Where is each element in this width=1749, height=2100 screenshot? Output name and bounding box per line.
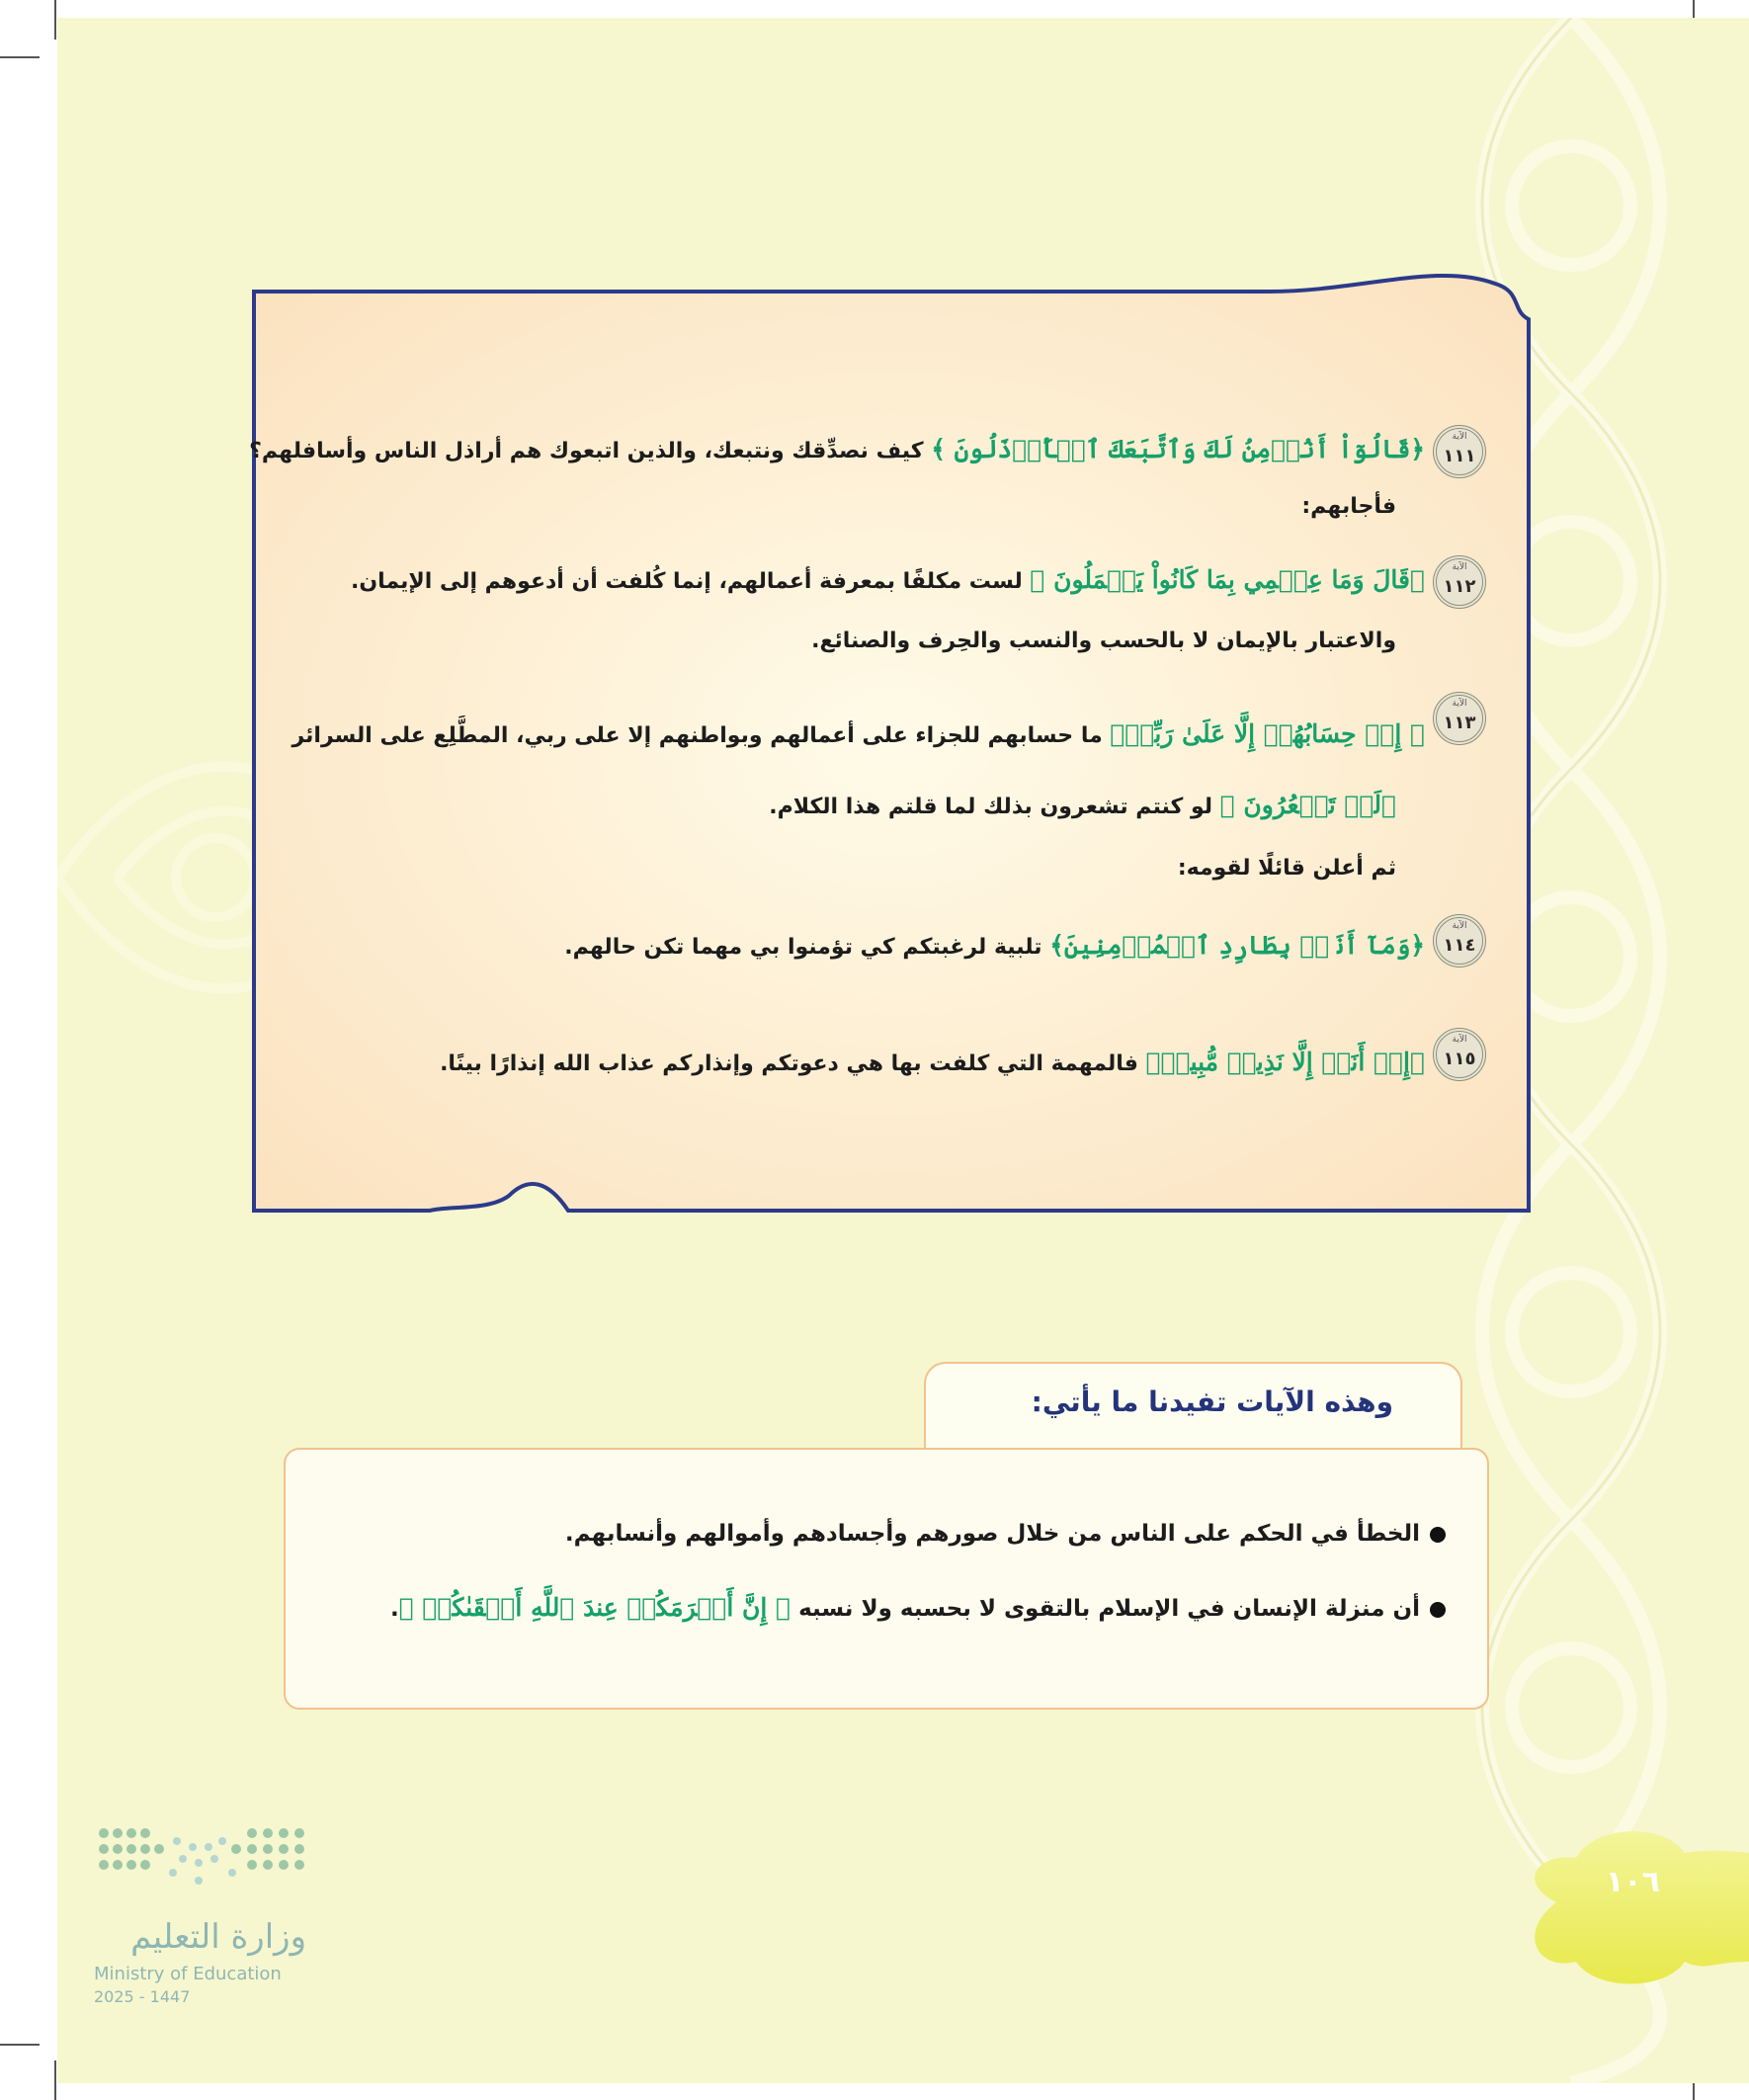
verse-badge-label: الآية xyxy=(1452,921,1467,931)
verse-number: ١١٢ xyxy=(1443,575,1476,597)
crop-mark xyxy=(54,2060,56,2100)
crop-mark xyxy=(0,56,40,58)
verse-number-badge xyxy=(1433,425,1486,478)
ministry-name-arabic: وزارة التعليم xyxy=(130,1917,306,1957)
verse-number: ١١٣ xyxy=(1443,712,1476,733)
crop-mark xyxy=(54,0,56,40)
ayah-text: ﴿ إِنَّ أَكۡرَمَكُمۡ عِندَ ٱللَّهِ أَتۡقَىٰكُمۡ ﴾ xyxy=(398,1593,791,1622)
verse-number: ١١٤ xyxy=(1443,934,1476,956)
transition-text: والاعتبار بالإيمان لا بالحسب والنسب والحِرف والصنائع. xyxy=(811,629,1396,653)
verse-explanation: لست مكلفًا بمعرفة أعمالهم، إنما كُلفت أن أدعوهم إلى الإيمان. xyxy=(350,569,1023,594)
benefit-text: أن منزلة الإنسان في الإسلام بالتقوى لا بحسبه ولا نسبه xyxy=(798,1596,1420,1622)
benefit-end: . xyxy=(389,1596,399,1622)
page-number: ١٠٦ xyxy=(1606,1865,1660,1899)
ayah-text: ﴿قَالَ وَمَا عِلۡمِي بِمَا كَانُواْ يَعۡمَلُونَ ﴾ xyxy=(1030,565,1425,594)
ayah-text: ﴿لَوۡ تَشۡعُرُونَ ﴾ xyxy=(1219,791,1396,819)
crop-mark xyxy=(0,2044,40,2046)
ministry-name-english: Ministry of Education xyxy=(94,1964,282,1984)
verse-explanation: فالمهمة التي كلفت بها هي دعوتكم وإنذاركم عذاب الله إنذارًا بينًا. xyxy=(440,1051,1138,1076)
verse-explanation: تلبية لرغبتكم كي تؤمنوا بي مهما تكن حالهم. xyxy=(564,935,1042,960)
verse-line xyxy=(564,931,1425,960)
transition-text: ثم أعلن قائلًا لقومه: xyxy=(1177,856,1396,881)
transition-text: فأجابهم: xyxy=(1301,494,1396,519)
verse-number-badge xyxy=(1433,692,1486,745)
ayah-text: ﴿وَمَآ أَنَا۠ بِطَارِدِ ٱلۡمُؤۡمِنِينَ﴾ xyxy=(1049,931,1425,960)
benefit-text: الخطأ في الحكم على الناس من خلال صورهم وأجسادهم وأموالهم وأنسابهم. xyxy=(564,1521,1420,1547)
verse-badge-label: الآية xyxy=(1452,432,1467,442)
page-number-badge xyxy=(1517,1813,1749,1991)
bullet-icon xyxy=(1430,1527,1446,1543)
verse-number: ١١١ xyxy=(1443,445,1476,466)
verse-badge-label: الآية xyxy=(1452,699,1467,709)
benefit-item xyxy=(390,1593,1446,1622)
benefits-title-tab xyxy=(924,1362,1462,1449)
ayah-text: ﴿إِنۡ أَنَا۠ إِلَّا نَذِيرٞ مُّبِينٞ﴾ xyxy=(1145,1048,1425,1076)
verse-explanation: لو كنتم تشعرون بذلك لما قلتم هذا الكلام. xyxy=(769,795,1213,819)
verse-line xyxy=(440,1048,1425,1076)
ministry-logo-dots xyxy=(94,1823,311,1902)
verse-line xyxy=(769,791,1396,819)
verse-explanation: ما حسابهم للجزاء على أعمالهم وبواطنهم إلا على ربي، المطَّلِع على السرائر xyxy=(292,723,1103,748)
ministry-logo xyxy=(94,1823,321,2006)
ayah-text: ﴿قَالُوٓاْ أَنُؤۡمِنُ لَكَ وَٱتَّبَعَكَ ٱلۡأَرۡذَلُونَ ﴾ xyxy=(931,435,1425,463)
ayah-text: ﴿ إِنۡ حِسَابُهُمۡ إِلَّا عَلَىٰ رَبِّيۖ﴾ xyxy=(1110,719,1425,748)
verse-badge-label: الآية xyxy=(1452,562,1467,572)
verse-line xyxy=(351,565,1425,594)
bullet-icon xyxy=(1430,1602,1446,1618)
ministry-year: 2025 - 1447 xyxy=(94,1987,191,2006)
benefit-item xyxy=(565,1521,1446,1547)
verse-number-badge xyxy=(1433,1028,1486,1081)
benefits-panel xyxy=(284,1448,1489,1710)
verse-line xyxy=(292,719,1425,748)
verse-explanation: كيف نصدِّقك ونتبعك، والذين اتبعوك هم أراذل الناس وأسافلهم؟ xyxy=(249,439,924,463)
page-number-shape xyxy=(1517,1813,1749,1991)
benefits-title: وهذه الآيات تفيدنا ما يأتي: xyxy=(1031,1386,1393,1418)
verse-number-badge xyxy=(1433,555,1486,609)
verse-badge-label: الآية xyxy=(1452,1035,1467,1045)
verse-number-badge xyxy=(1433,914,1486,967)
verse-number: ١١٥ xyxy=(1443,1048,1476,1069)
verse-line xyxy=(249,435,1425,463)
